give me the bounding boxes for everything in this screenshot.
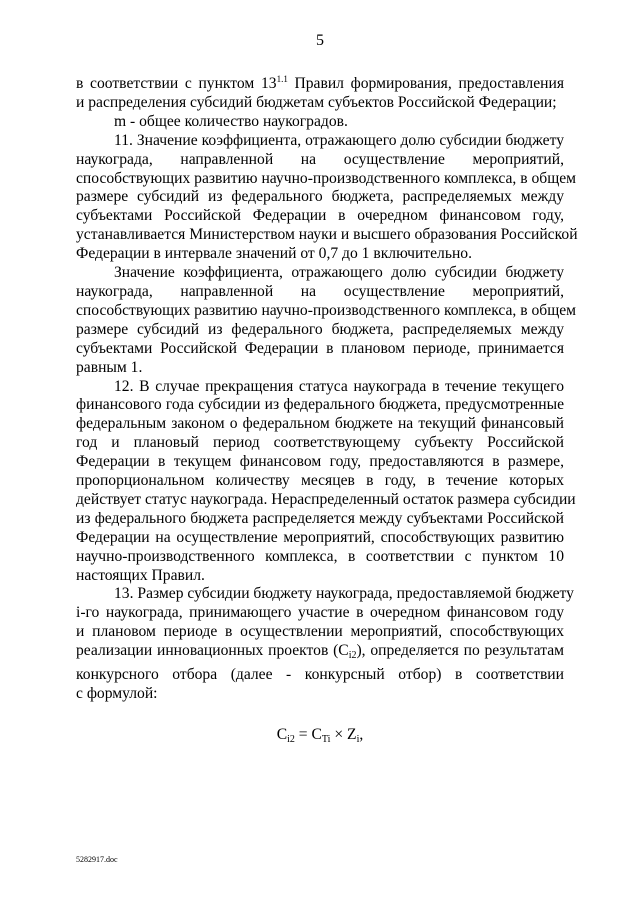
text-line: из федерального бюджета распределяется между субъектами Российской — [76, 509, 564, 527]
text-line: федеральным законом о федеральном бюджете на текущий финансовый — [76, 415, 564, 433]
formula-term: , — [359, 726, 364, 743]
text-line: с формулой: — [76, 685, 158, 702]
paragraph-13 — [76, 585, 574, 703]
text-line: размере субсидий из федерального бюджета, распределяемых между — [76, 320, 564, 338]
text-line: год и плановый период соответствующему субъекту Российской — [76, 434, 564, 452]
formula — [0, 726, 640, 745]
text-line: m - общее количество наукоградов. — [114, 112, 348, 130]
text-line: Значение коэффициента, отражающего долю субсидии бюджету — [114, 264, 564, 282]
text-line: субъектами Российской Федерации в плановом периоде, принимается — [76, 339, 564, 357]
formula-term: × Z — [330, 726, 357, 743]
text-line — [76, 642, 564, 666]
formula-subscript: Ti — [321, 734, 331, 745]
text-line: настоящих Правил. — [76, 566, 205, 584]
text-line: действует статус наукограда. Нераспределенный остаток размера субсидии — [76, 490, 576, 508]
text-line: равным 1. — [76, 358, 143, 376]
text-line: научно-производственного комплекса, в соответствии с пунктом 10 — [76, 547, 564, 565]
subscript: i2 — [348, 650, 357, 662]
text-line: и распределения субсидий бюджетам субъектов Российской Федерации; — [76, 93, 557, 111]
text-line: 12. В случае прекращения статуса наукограда в течение текущего — [114, 377, 564, 395]
text-line: финансового года субсидии из федерального бюджета, предусмотренные — [76, 396, 564, 414]
text-line: субъектами Российской Федерации в очередном финансовом году, — [76, 207, 564, 225]
text-line: 13. Размер субсидии бюджету наукограда, предоставляемой бюджету — [114, 585, 574, 603]
text-line — [76, 70, 564, 94]
text-line: размере субсидий из федерального бюджета, распределяемых между — [76, 188, 564, 206]
formula-term: = C — [294, 726, 322, 743]
superscript: 1.1 — [276, 74, 288, 84]
text-line: i-го наукограда, принимающего участие в очередном финансовом году — [76, 604, 564, 622]
text-line: наукограда, направленной на осуществление мероприятий, — [76, 150, 564, 168]
text-run: реализации инновационных проектов (C — [76, 642, 349, 660]
text-line: способствующих развитию научно-производственного комплекса, в общем — [76, 169, 577, 187]
text-line: 11. Значение коэффициента, отражающего долю субсидии бюджету — [114, 131, 564, 149]
paragraph-12 — [76, 377, 576, 586]
text-line: устанавливается Министерством науки и высшего образования Российской — [76, 226, 578, 244]
file-footer: 5282917.doc — [76, 855, 118, 864]
text-line: Федерации на осуществление мероприятий, способствующих развитию — [76, 528, 564, 546]
paragraph-11 — [76, 131, 578, 264]
text-line: способствующих развитию научно-производственного комплекса, в общем — [76, 301, 577, 319]
text-line: Федерации в текущем финансовом году, предоставляются в размере, — [76, 453, 564, 471]
paragraph-11-continued — [76, 264, 577, 377]
document-body — [76, 70, 578, 704]
text-line: и плановом периоде в осуществлении мероприятий, способствующих — [76, 623, 564, 641]
paragraph-intro — [76, 70, 564, 132]
page-number: 5 — [316, 32, 324, 49]
text-line: конкурсного отбора (далее - конкурсный отбор) в соответствии — [76, 666, 564, 684]
text-run: ), определяется по результатам — [356, 642, 564, 660]
formula-subscript: i2 — [287, 734, 295, 745]
text-line: пропорциональном количеству месяцев в году, в течение которых — [76, 472, 564, 490]
text-line: Федерации в интервале значений от 0,7 до 1 включительно. — [76, 245, 472, 263]
formula-subscript: i — [356, 734, 360, 745]
formula-term: C — [276, 726, 288, 743]
text-line: наукограда, направленной на осуществление мероприятий, — [76, 282, 564, 300]
text-run: в соответствии с пунктом 13 — [76, 75, 277, 92]
text-run: Правил формирования, предоставления — [287, 75, 564, 92]
